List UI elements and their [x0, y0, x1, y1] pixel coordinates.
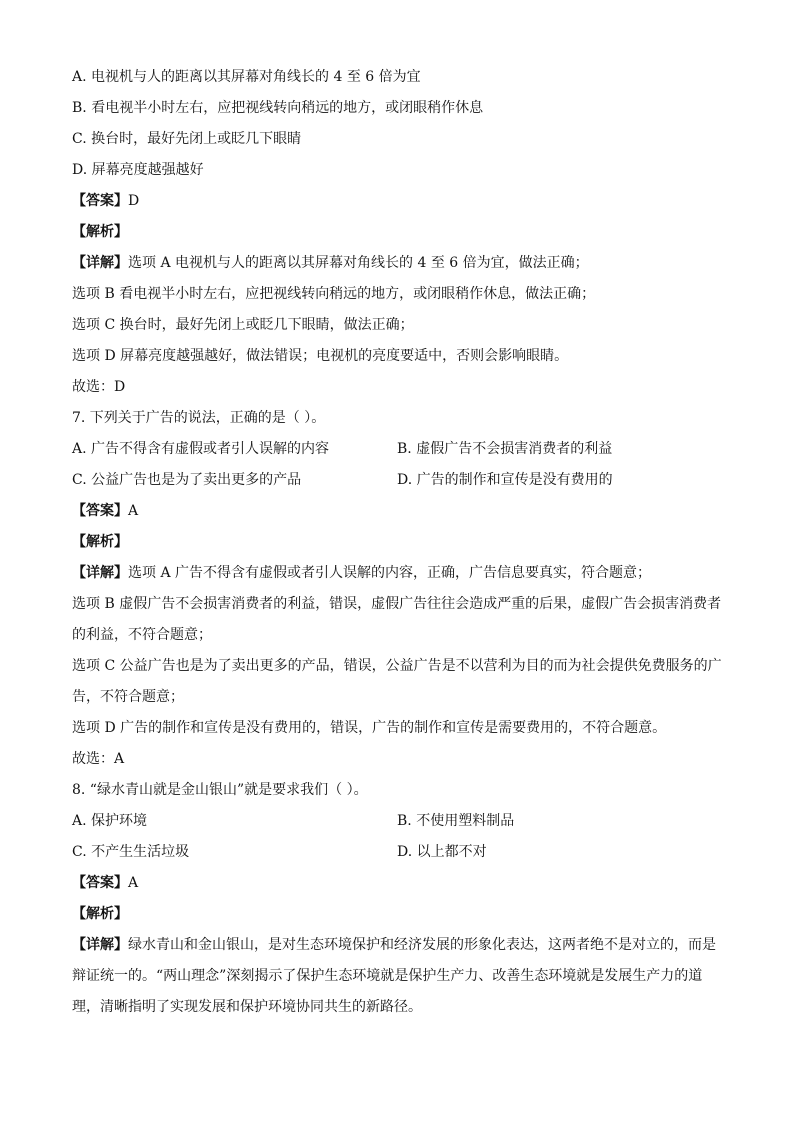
- q8-detail-2: 辩证统一的。“两山理念”深刻揭示了保护生态环境就是保护生产力、改善生态环境就是发展生产力的道: [72, 968, 703, 984]
- q8-question: 8. “绿水青山就是金山银山”就是要求我们（ ）。: [72, 782, 368, 798]
- q7-option-c: C. 公益广告也是为了卖出更多的产品: [72, 472, 302, 488]
- q8-option-a: A. 保护环境: [72, 813, 148, 829]
- q6-answer: [72, 186, 722, 217]
- q7-conclusion: 故选：A: [72, 751, 125, 767]
- document-page: [72, 62, 722, 1023]
- q7-detail-3: 的利益，不符合题意；: [72, 627, 212, 643]
- q7-options-row-2: [72, 465, 722, 496]
- q7-options-row-1: [72, 434, 722, 465]
- q7-option-a: A. 广告不得含有虚假或者引人误解的内容: [72, 441, 330, 457]
- q8-option-c: C. 不产生生活垃圾: [72, 844, 190, 860]
- answer-value: A: [128, 503, 139, 519]
- q7-option-d: D. 广告的制作和宣传是没有费用的: [397, 472, 613, 488]
- q6-detail-2: 选项 B 看电视半小时左右，应把视线转向稍远的地方，或闭眼稍作休息，做法正确；: [72, 286, 596, 302]
- q7-detail-1: [72, 558, 722, 589]
- answer-value: D: [128, 193, 140, 209]
- detail-text: 选项 A 广告不得含有虚假或者引人误解的内容，正确，广告信息要真实，符合题意；: [128, 565, 652, 581]
- detail-text: 绿水青山和金山银山，是对生态环境保护和经济发展的形象化表达，这两者绝不是对立的，而是: [128, 937, 716, 953]
- answer-label: 【答案】: [72, 503, 128, 519]
- q7-option-b: B. 虚假广告不会损害消费者的利益: [397, 441, 613, 457]
- q7-detail-5: 告，不符合题意；: [72, 689, 184, 705]
- q7-detail-6: 选项 D 广告的制作和宣传是没有费用的，错误，广告的制作和宣传是需要费用的，不符合题意。: [72, 720, 667, 736]
- q7-detail-4: 选项 C 公益广告也是为了卖出更多的产品，错误，公益广告是不以营利为目的而为社会提供免费服务的广: [72, 658, 722, 674]
- q7-detail-2: 选项 B 虚假广告不会损害消费者的利益，错误，虚假广告往往会造成严重的后果，虚假广告会损害消费者: [72, 596, 722, 612]
- q7-question: 7. 下列关于广告的说法，正确的是（ ）。: [72, 410, 326, 426]
- q8-options-row-2: [72, 837, 722, 868]
- q6-detail-3: 选项 C 换台时，最好先闭上或眨几下眼睛，做法正确；: [72, 317, 414, 333]
- q6-conclusion: 故选：D: [72, 379, 126, 395]
- q8-option-b: B. 不使用塑料制品: [397, 813, 515, 829]
- q6-option-d: D. 屏幕亮度越强越好: [72, 162, 204, 178]
- q6-detail-1: [72, 248, 722, 279]
- q8-answer: [72, 868, 722, 899]
- q6-detail-4: 选项 D 屏幕亮度越强越好，做法错误；电视机的亮度要适中，否则会影响眼睛。: [72, 348, 569, 364]
- answer-value: A: [128, 875, 139, 891]
- q7-analysis-label: 【解析】: [72, 534, 128, 550]
- q8-detail-1: [72, 930, 722, 961]
- q8-analysis-label: 【解析】: [72, 906, 128, 922]
- detail-text: 选项 A 电视机与人的距离以其屏幕对角线长的 4 至 6 倍为宜，做法正确；: [128, 255, 589, 271]
- q6-option-c: C. 换台时，最好先闭上或眨几下眼睛: [72, 131, 302, 147]
- answer-label: 【答案】: [72, 193, 128, 209]
- q6-option-a: A. 电视机与人的距离以其屏幕对角线长的 4 至 6 倍为宜: [72, 69, 421, 85]
- detail-label: 【详解】: [72, 255, 128, 271]
- detail-label: 【详解】: [72, 565, 128, 581]
- q8-options-row-1: [72, 806, 722, 837]
- q8-detail-3: 理，清晰指明了实现发展和保护环境协同共生的新路径。: [72, 999, 422, 1015]
- detail-label: 【详解】: [72, 937, 128, 953]
- q8-option-d: D. 以上都不对: [397, 844, 487, 860]
- q7-answer: [72, 496, 722, 527]
- answer-label: 【答案】: [72, 875, 128, 891]
- q6-analysis-label: 【解析】: [72, 224, 128, 240]
- q6-option-b: B. 看电视半小时左右，应把视线转向稍远的地方，或闭眼稍作休息: [72, 100, 484, 116]
